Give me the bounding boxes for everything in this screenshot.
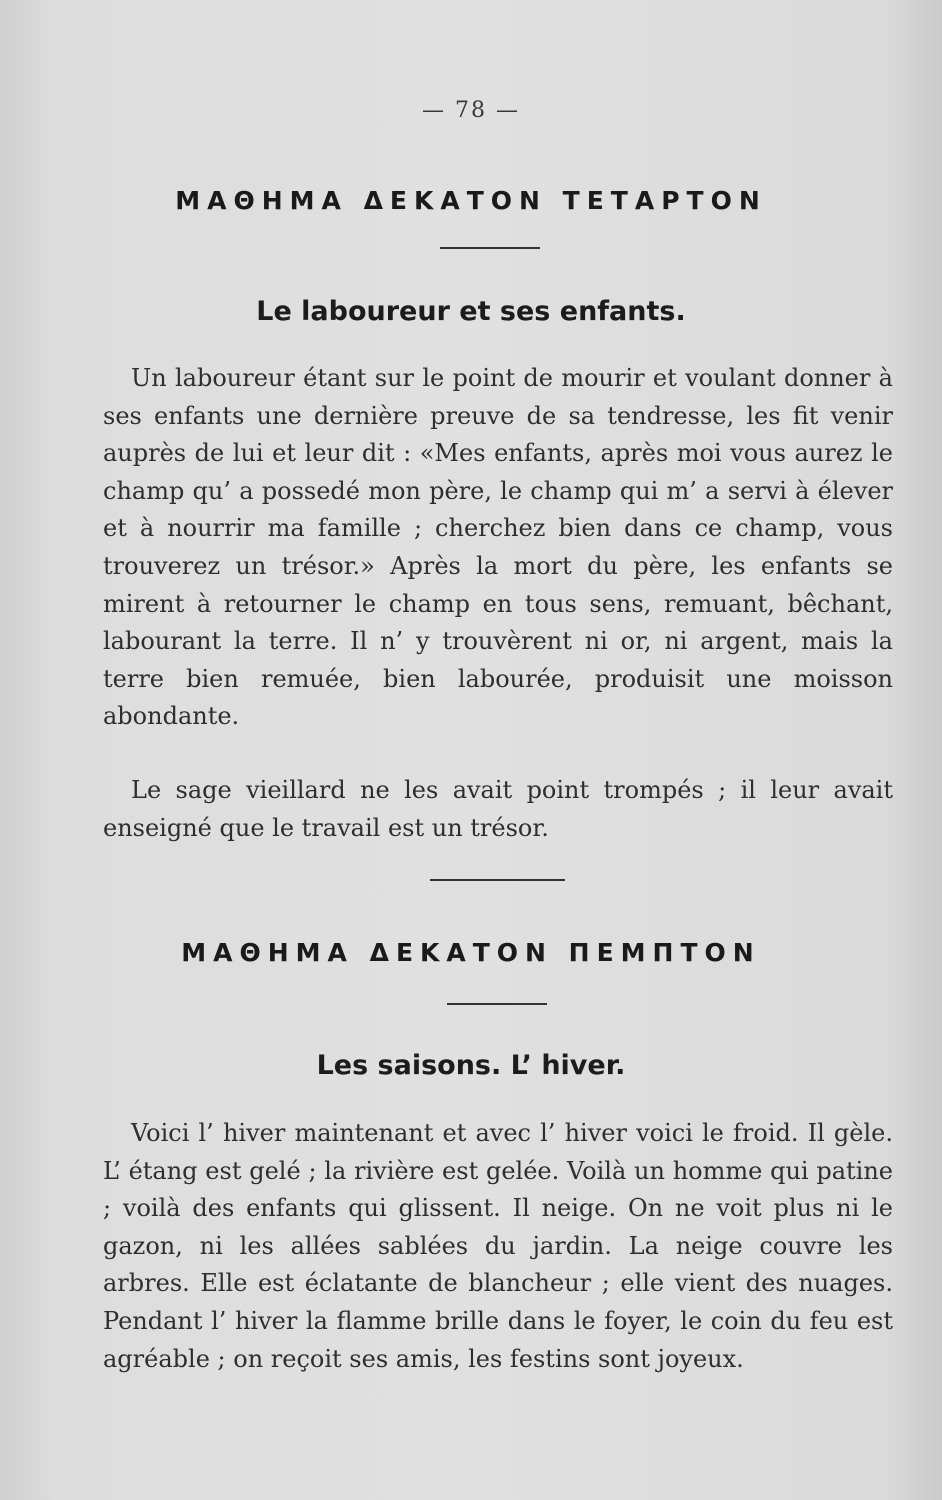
page-number: — 78 — — [422, 98, 520, 123]
lesson-15-heading: ΜΑΘΗΜΑ ΔΕΚΑΤΟΝ ΠΕΜΠΤΟΝ — [181, 938, 761, 967]
lesson-15-title: Les saisons. L’ hiver. — [316, 1050, 626, 1081]
lesson-14-paragraph-1 — [103, 360, 893, 736]
divider-rule — [447, 1003, 547, 1005]
divider-rule — [440, 247, 540, 249]
lesson-14-title: Le laboureur et ses enfants. — [256, 296, 686, 327]
lesson-15-paragraph-1-text: Voici l’ hiver maintenant et avec l’ hiver voici le froid. Il gèle. L’ étang est gelé ; la rivière est gelée. Voilà un homme qui patine ; voilà des enfants qui glissent. Il neige. On ne voit plus ni le gazon, ni les allées sablées du jardin. La neige couvre les arbres. Elle est éclatante de blancheur ; elle vient des nuages. Pendant l’ hiver la flamme brille dans le foyer, le coin du feu est agréable ; on reçoit ses amis, les festins sont joyeux. — [103, 1119, 893, 1373]
lesson-15-paragraph-1 — [103, 1115, 893, 1378]
section-separator — [430, 879, 565, 881]
lesson-14-paragraph-1-text: Un laboureur étant sur le point de mourir et voulant donner à ses enfants une dernière preuve de sa tendresse, les fit venir auprès de lui et leur dit : «Mes enfants, après moi vous aurez le champ qu’ a possedé mon père, le champ qui m’ a servi à élever et à nourrir ma famille ; cherchez bien dans ce champ, vous trouverez un trésor.» Après la mort du père, les enfants se mirent à retourner le champ en tous sens, remuant, bêchant, labourant la terre. Il n’ y trouvèrent ni or, ni argent, mais la terre bien remuée, bien labourée, produisit une moisson abondante. — [103, 364, 893, 731]
lesson-14-paragraph-2-text: Le sage vieillard ne les avait point trompés ; il leur avait enseigné que le travail est un trésor. — [103, 776, 893, 842]
lesson-14-heading: ΜΑΘΗΜΑ ΔΕΚΑΤΟΝ ΤΕΤΑΡΤΟΝ — [175, 186, 767, 215]
lesson-14-paragraph-2 — [103, 772, 893, 847]
